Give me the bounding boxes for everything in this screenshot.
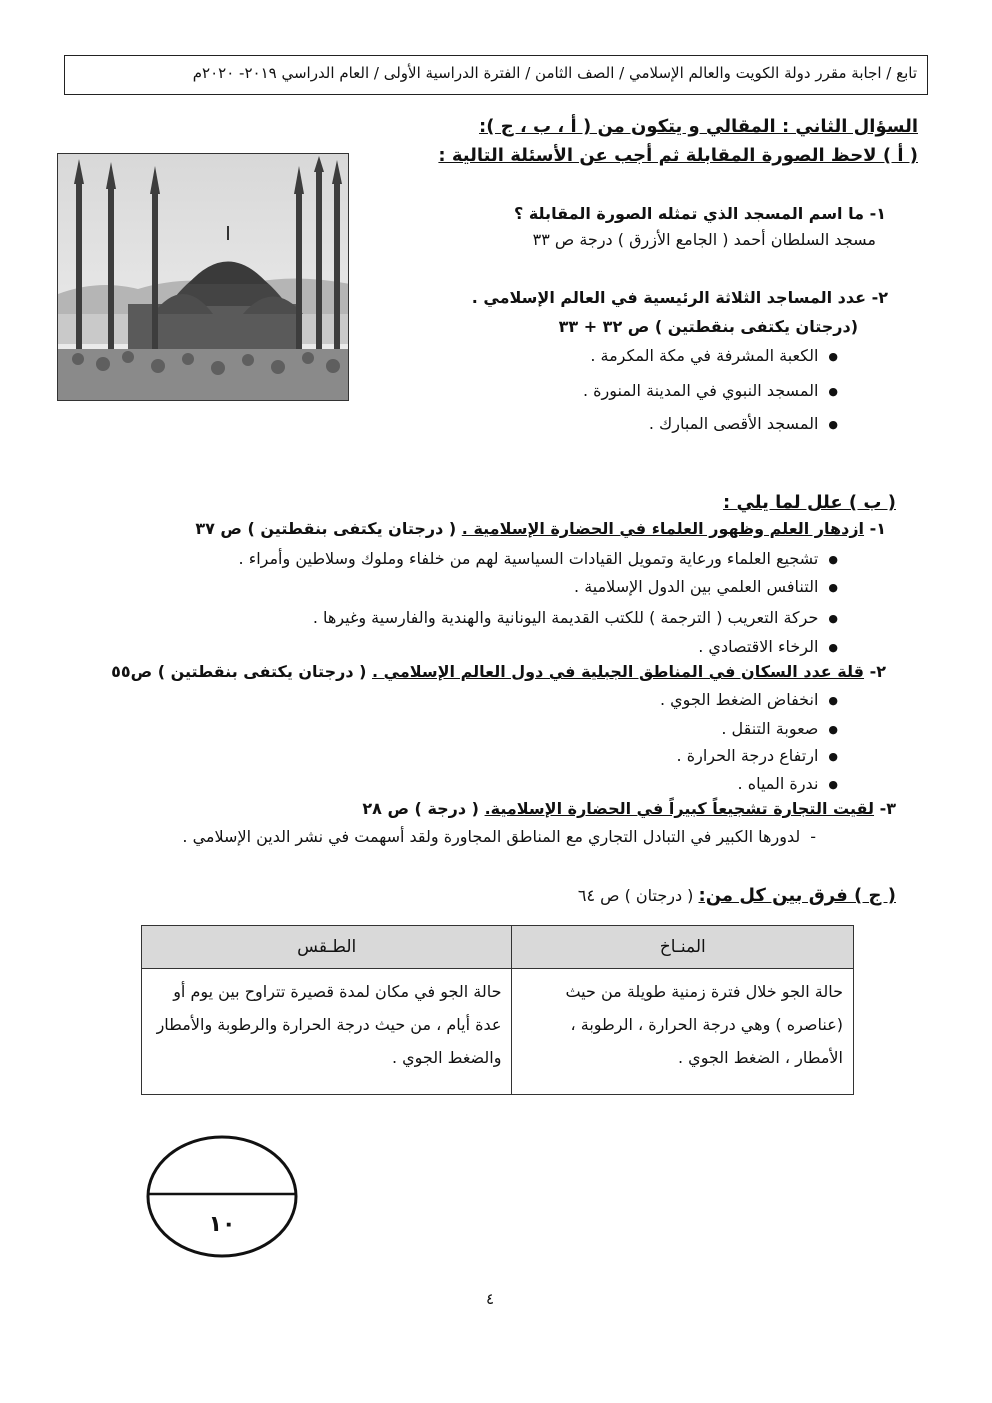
part-c-heading — [578, 885, 896, 906]
column-header-climate: المنـاخ — [512, 926, 854, 969]
part-a-question-2: ٢- عدد المساجد الثلاثة الرئيسية في العالم الإسلامي . — [471, 288, 888, 307]
score-value: ١٠ — [208, 1212, 236, 1237]
part-a-answer-2-item: ● المسجد الأقصى المبارك . — [649, 414, 838, 433]
question-number: ٣- — [879, 799, 896, 818]
climate-definition-cell: حالة الجو خلال فترة زمنية طويلة من حيث (عناصره ) وهي درجة الحرارة ، الرطوبة ، الأمطار ، الضغط الجوي . — [512, 969, 854, 1095]
table-row — [142, 969, 854, 1095]
question-text: ازدهار العلم وظهور العلماء في الحضارة الإسلامية . — [461, 519, 865, 538]
score-circle — [146, 1135, 298, 1258]
question-note: ( درجتان يكتفى بنقطتين ) ص٥٥ — [111, 662, 367, 681]
part-a-question-1: ١- ما اسم المسجد الذي تمثله الصورة المقابلة ؟ — [513, 204, 886, 223]
part-b-answer-item: ● التنافس العلمي بين الدول الإسلامية . — [574, 577, 838, 596]
part-b-answer-item: ● ندرة المياه . — [738, 774, 838, 793]
part-b-answer-item: ● ارتفاع درجة الحرارة . — [677, 746, 838, 765]
question-note: ( درجة ) ص ٢٨ — [362, 799, 479, 818]
question-number: ١- — [869, 519, 886, 538]
part-b-answer-item: ● الرخاء الاقتصادي . — [698, 637, 838, 656]
weather-definition-cell: حالة الجو في مكان لمدة قصيرة تتراوح بين يوم أو عدة أيام ، من حيث درجة الحرارة والرطوبة والأمطار والضغط الجوي . — [142, 969, 512, 1095]
page-number: ٤ — [486, 1290, 495, 1308]
part-b-title: ( ب ) علل لما يلي : — [723, 492, 896, 513]
part-b-question-1 — [195, 519, 886, 538]
mosque-photo-icon — [57, 153, 349, 401]
part-a-question-2-note: (درجتان يكتفى بنقطتين ) ص ٣٢ + ٣٣ — [558, 317, 858, 336]
part-b-answer-item: ● تشجيع العلماء ورعاية وتمويل القيادات السياسية لهم من خلفاء وملوك وسلاطين وأمراء . — [239, 549, 838, 568]
page-header: تابع / اجابة مقرر دولة الكويت والعالم الإسلامي / الصف الثامن / الفترة الدراسية الأولى / العام الدراسي ٢٠١٩- ٢٠٢٠م — [64, 55, 928, 95]
question-text: قلة عدد السكان في المناطق الجبلية في دول العالم الإسلامي . — [372, 662, 865, 681]
mosque-illustration — [58, 154, 349, 401]
question-note: ( درجتان يكتفى بنقطتين ) ص ٣٧ — [195, 519, 457, 538]
part-b-answer-item: ● انخفاض الضغط الجوي . — [660, 690, 838, 709]
part-c-note: ( درجتان ) ص ٦٤ — [577, 886, 694, 905]
table-header-row — [142, 926, 854, 969]
part-a-answer-2-item: ● المسجد النبوي في المدينة المنورة . — [583, 381, 838, 400]
part-b-answer-item: - لدورها الكبير في التبادل التجاري مع المناطق المجاورة ولقد أسهمت في نشر الدين الإسلامي . — [182, 827, 816, 846]
part-a-answer-1: مسجد السلطان أحمد ( الجامع الأزرق ) درجة ص ٣٣ — [532, 230, 876, 249]
part-a-title: ( أ ) لاحظ الصورة المقابلة ثم أجب عن الأسئلة التالية : — [438, 145, 918, 166]
question-text: لقيت التجارة تشجيعاً كبيراً في الحضارة الإسلامية. — [484, 799, 875, 818]
part-b-question-2 — [111, 662, 886, 681]
part-c-title: ( ج ) فرق بين كل من: — [698, 885, 896, 906]
part-b-question-3 — [362, 799, 896, 818]
question-number: ٢- — [869, 662, 886, 681]
part-b-answer-item: ● صعوبة التنقل . — [721, 719, 838, 738]
comparison-table — [141, 925, 854, 1095]
score-circle-shape — [146, 1135, 298, 1258]
part-b-answer-item: ● حركة التعريب ( الترجمة ) للكتب القديمة اليونانية والهندية والفارسية وغيرها . — [313, 608, 838, 627]
part-a-answer-2-item: ● الكعبة المشرفة في مكة المكرمة . — [590, 346, 838, 365]
column-header-weather: الطـقس — [142, 926, 512, 969]
question-two-title: السؤال الثاني : المقالي و يتكون من ( أ ، ب ، ج ): — [479, 116, 918, 137]
